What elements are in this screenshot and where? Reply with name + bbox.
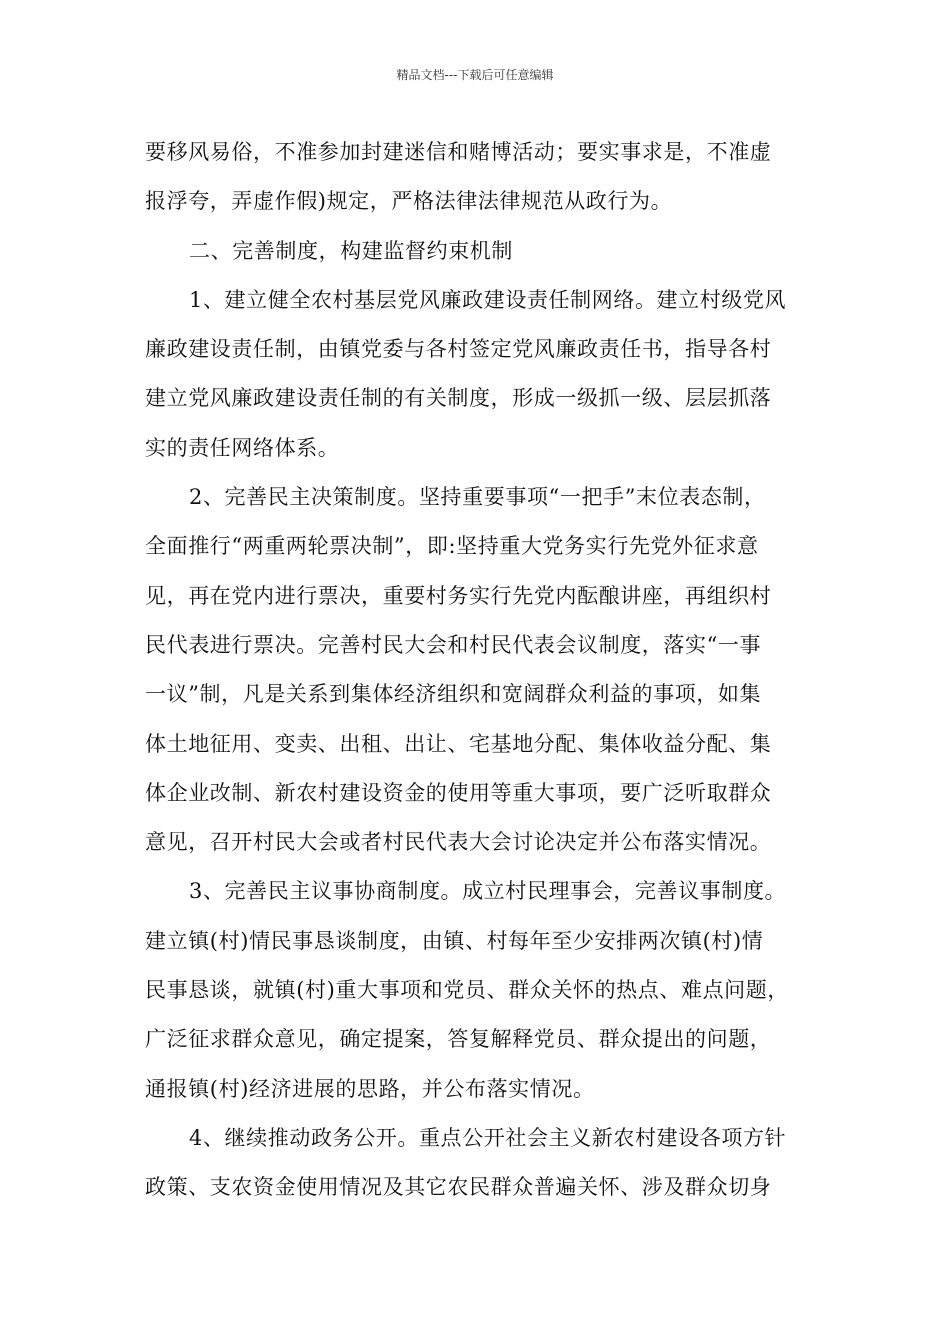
text-line: 建立党风廉政建设责任制的有关制度，形成一级抓一级、层层抓落 [145,386,772,411]
text-line: 一议”制，凡是关系到集体经济组织和宽阔群众利益的事项，如集 [145,682,762,707]
text-line: 广泛征求群众意见，确定提案，答复解释党员、群众提出的问题， [145,1027,772,1052]
text-line: 体企业改制、新农村建设资金的使用等重大事项，要广泛听取群众 [145,780,772,805]
text-line: 意见，召开村民大会或者村民代表大会讨论决定并公布落实情况。 [145,830,772,855]
text-line: 见，再在党内进行票决，重要村务实行先党内酝酿讲座，再组织村 [145,583,772,608]
text-line: 实的责任网络体系。 [145,435,340,460]
text-line: 廉政建设责任制，由镇党委与各村签定党风廉政责任书，指导各村 [145,337,772,362]
text-line: 报浮夸，弄虚作假)规定，严格法律法律规范从政行为。 [145,189,673,214]
page-header: 精品文档---下载后可任意编辑 [396,68,554,82]
text-line: 全面推行“两重两轮票决制”，即:坚持重大党务实行先党外征求意 [145,534,759,559]
paragraph-start: 2、完善民主决策制度。坚持重要事项“一把手”末位表态制， [189,485,766,510]
text-line: 建立镇(村)情民事恳谈制度，由镇、村每年至少安排两次镇(村)情 [145,928,764,953]
document-body [145,128,807,1213]
paragraph-start: 3、完善民主议事协商制度。成立村民理事会，完善议事制度。 [189,879,787,904]
text-line: 政策、支农资金使用情况及其它农民群众普遍关怀、涉及群众切身 [145,1175,772,1200]
text-line: 要移风易俗，不准参加封建迷信和赌博活动；要实事求是，不准虚 [145,140,772,164]
paragraph-start: 4、继续推动政务公开。重点公开社会主义新农村建设各项方针 [189,1125,787,1150]
paragraph-start: 1、建立健全农村基层党风廉政建设责任制网络。建立村级党风 [189,287,787,312]
text-line: 民代表进行票决。完善村民大会和村民代表会议制度，落实“一事 [145,632,762,657]
section-heading: 二、完善制度，构建监督约束机制 [189,238,513,263]
text-line: 体土地征用、变卖、出租、出让、宅基地分配、集体收益分配、集 [145,731,772,756]
text-line: 民事恳谈，就镇(村)重大事项和党员、群众关怀的热点、难点问题， [145,978,789,1003]
text-line: 通报镇(村)经济进展的思路，并公布落实情况。 [145,1076,595,1101]
